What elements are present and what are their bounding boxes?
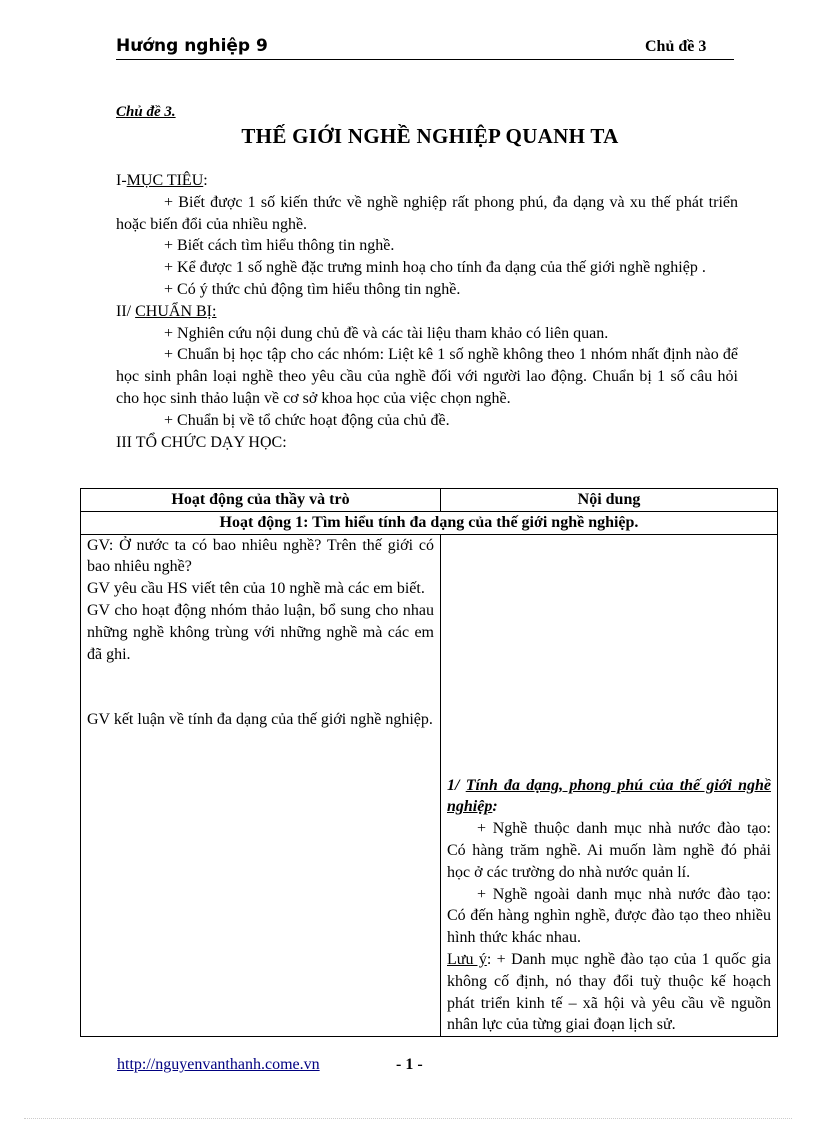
content-heading: 1/ Tính đa dạng, phong phú của thế giới nghề nghiệp: [447, 776, 772, 816]
topic-label: Chủ đề 3. [116, 104, 176, 120]
content-paragraph: + Nghề thuộc danh mục nhà nước đào tạo: Có hàng trăm nghề. Ai muốn làm nghề đó phải học ở các trường do nhà nước quản lí. [447, 820, 771, 881]
page-edge [24, 1118, 792, 1119]
teacher-student-cell [81, 534, 441, 1037]
content-cell [441, 534, 778, 1037]
lesson-table [80, 488, 778, 1037]
objective-item: + Biết cách tìm hiểu thông tin nghề. [164, 237, 395, 255]
column-header-activities: Hoạt động của thầy và trò [81, 489, 441, 512]
preparation-item: + Chuẩn bị về tổ chức hoạt động của chủ đề. [164, 411, 450, 429]
header-rule [116, 59, 734, 60]
teacher-conclusion: GV kết luận về tính đa dạng của thế giới nghề nghiệp. [87, 711, 433, 729]
activity-title: Hoạt động 1: Tìm hiểu tính đa dạng của thế giới nghề nghiệp. [81, 511, 778, 534]
header-topic: Chủ đề 3 [645, 38, 707, 55]
preparation-item: + Chuẩn bị học tập cho các nhóm: Liệt kê 1 số nghề không theo 1 nhóm nhất định nào để học sinh phân loại nghề theo yêu cầu của nghề đối với người lao động. Chuẩn bị 1 số câu hỏi cho học sinh thảo luận về cơ sở khoa học của việc chọn nghề. [116, 346, 738, 407]
section-heading-objectives: I-MỤC TIÊU: [116, 172, 208, 189]
objectives-section [116, 170, 738, 453]
group-discussion: GV cho hoạt động nhóm thảo luận, bổ sung cho nhau những nghề không trùng với những nghề mà các em đã ghi. [87, 601, 434, 663]
teacher-task: GV yêu cầu HS viết tên của 10 nghề mà các em biết. [87, 580, 425, 598]
activity-row [81, 511, 778, 534]
page-title: THẾ GIỚI NGHỀ NGHIỆP QUANH TA [241, 124, 619, 148]
preparation-item: + Nghiên cứu nội dung chủ đề và các tài liệu tham khảo có liên quan. [164, 324, 609, 342]
footer-link[interactable]: http://nguyenvanthanh.come.vn [117, 1056, 320, 1073]
page-number: - 1 - [396, 1056, 423, 1073]
header-subject: Hướng nghiệp 9 [116, 36, 268, 56]
section-heading-teaching: III TỔ CHỨC DẠY HỌC: [116, 433, 287, 451]
table-row [81, 534, 778, 1037]
content-note: Lưu ý: + Danh mục nghề đào tạo của 1 quốc gia không cố định, nó thay đổi tuỳ thuộc kế hoạch phát triển kinh tế – xã hội và yêu cầu về nguồn nhân lực của từng giai đoạn lịch sử. [447, 950, 771, 1034]
table-header-row [81, 489, 778, 512]
objective-item: + Kể được 1 số nghề đặc trưng minh hoạ cho tính đa dạng của thế giới nghề nghiệp . [164, 259, 706, 277]
objective-item: + Biết được 1 số kiến thức về nghề nghiệp rất phong phú, đa dạng và xu thế phát triển hoặc biến đổi của nhiều nghề. [116, 193, 738, 233]
section-heading-preparation: II/ CHUẨN BỊ: [116, 302, 217, 320]
teacher-question: GV: Ở nước ta có bao nhiêu nghề? Trên thế giới có bao nhiêu nghề? [87, 536, 434, 576]
column-header-content: Nội dung [441, 489, 778, 512]
objective-item: + Có ý thức chủ động tìm hiểu thông tin nghề. [164, 280, 461, 298]
content-paragraph: + Nghề ngoài danh mục nhà nước đào tạo: Có đến hàng nghìn nghề, được đào tạo theo nhiều hình thức khác nhau. [447, 885, 771, 947]
